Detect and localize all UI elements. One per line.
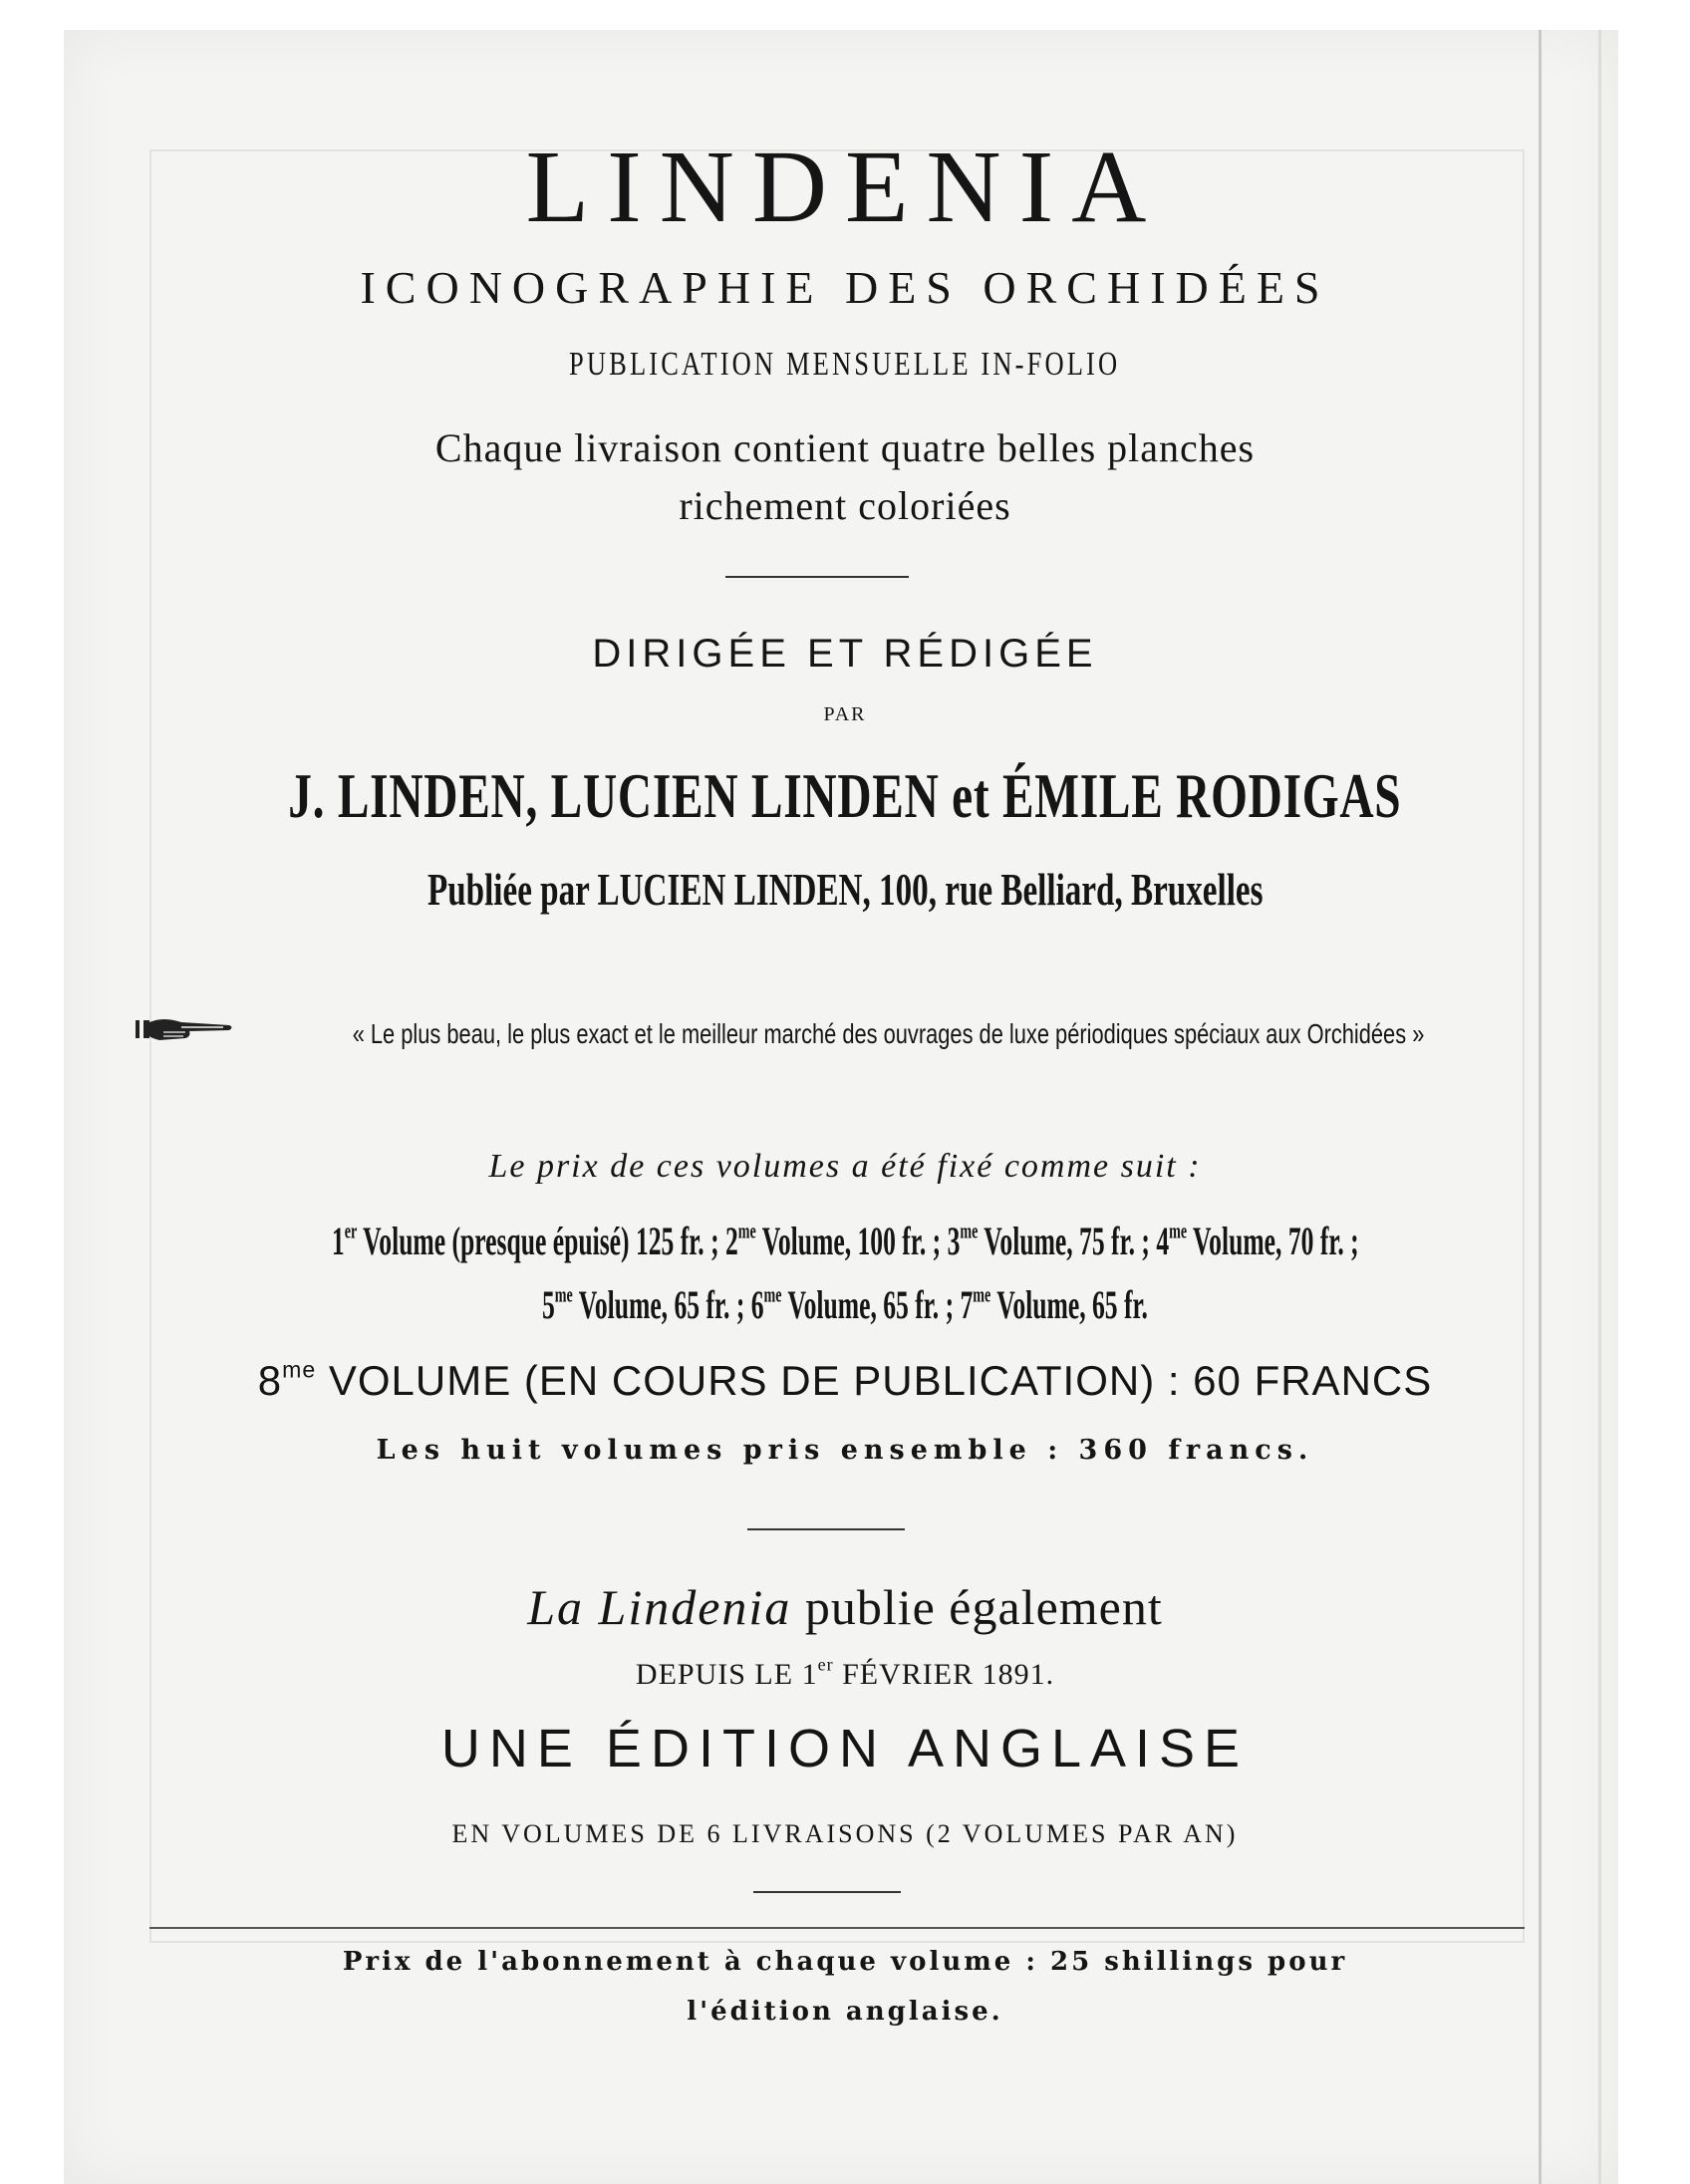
volume-prices-line-1-text: 1er Volume (presque épuisé) 125 fr. ; $2^{me}$ Volume, 100 fr. ; $3^{me}$ Volume, 75 fr. ; $4^{me}$ Volume, 70 fr. ; — [331, 1218, 1359, 1263]
subscription-line-1: Prix de l'abonnement à chaque volume : 25 shillings pour — [342, 1947, 1348, 1977]
english-edition-heading: UNE ÉDITION ANGLAISE — [440, 1719, 1250, 1778]
volume-prices-line-2-text: $5^{me}$ Volume, 65 fr. ; $6^{me}$ Volume, 65 fr. ; $7^{me}$ Volume, 65 fr. — [542, 1281, 1148, 1327]
volume-prices-line-2 — [0, 1281, 1690, 1328]
since-date: DEPUIS LE 1er FÉVRIER 1891. — [635, 1654, 1055, 1691]
editors-text: J. LINDEN, LUCIEN LINDEN et ÉMILE RODIGAS — [288, 760, 1402, 831]
english-edition-intro-rest: publie également — [791, 1579, 1163, 1635]
divider — [747, 1528, 905, 1530]
divider — [725, 576, 909, 578]
publication-info — [0, 346, 1690, 384]
lindenia-italic: La Lindenia — [527, 1579, 792, 1635]
quote: « Le plus beau, le plus exact et le meilleur marché des ouvrages de luxe périodiques spéciaux aux Orchidées » — [353, 1018, 1425, 1049]
all-eight-volumes-price: Les huit volumes pris ensemble : 360 francs. — [376, 1435, 1314, 1466]
divider — [753, 1891, 901, 1893]
subscription-line-2: l'édition anglaise. — [687, 1997, 1003, 2027]
publication-info-text: PUBLICATION MENSUELLE IN-FOLIO — [569, 346, 1121, 383]
description-line-2: richement coloriées — [679, 483, 1011, 528]
description-line-1: Chaque livraison contient quatre belles planches — [434, 425, 1256, 470]
par-label: PAR — [823, 703, 867, 725]
volume-prices-line-1 — [0, 1218, 1690, 1264]
directed-by: DIRIGÉE ET RÉDIGÉE — [592, 632, 1098, 676]
page-title: LINDENIA — [525, 130, 1165, 244]
prices-intro: Le prix de ces volumes a été fixé comme suit : — [488, 1148, 1202, 1185]
volumes-six-issues: EN VOLUMES DE 6 LIVRAISONS (2 VOLUMES PAR AN) — [451, 1819, 1239, 1848]
bottom-rule — [149, 1927, 1525, 1929]
editors — [0, 759, 1690, 833]
publisher — [0, 863, 1690, 916]
quote-row — [0, 1018, 1690, 1050]
english-edition-intro — [0, 1578, 1690, 1636]
subtitle: ICONOGRAPHIE DES ORCHIDÉES — [360, 262, 1330, 313]
publisher-text: Publiée par LUCIEN LINDEN, 100, rue Belliard, Bruxelles — [426, 864, 1264, 915]
volume-8-price: $8^{me}$ VOLUME (EN COURS DE PUBLICATION) : 60 FRANCS — [257, 1356, 1433, 1404]
